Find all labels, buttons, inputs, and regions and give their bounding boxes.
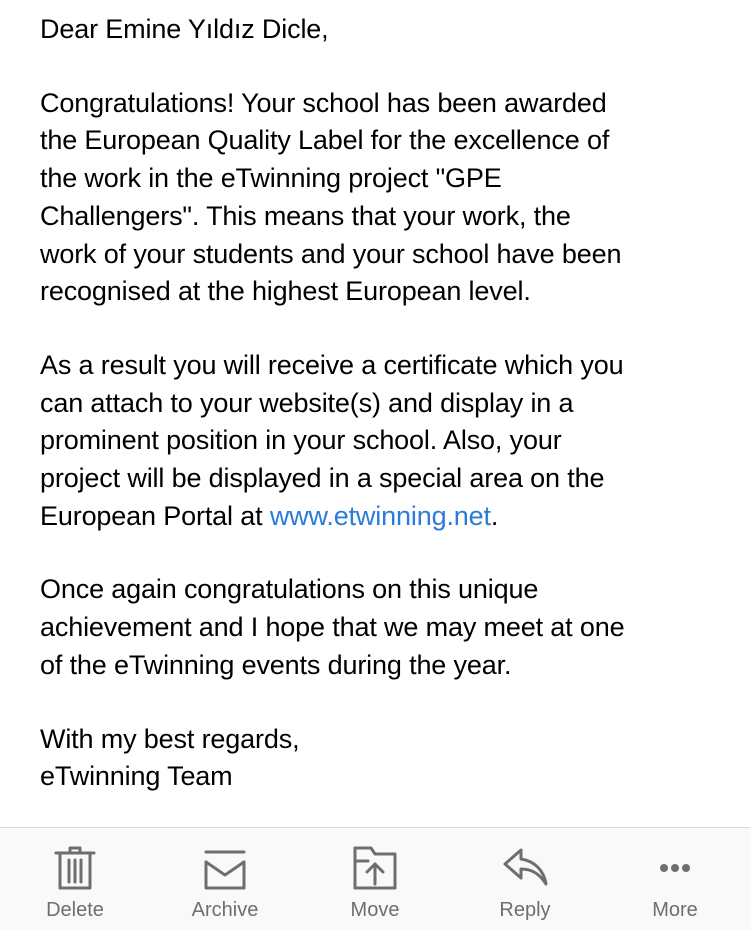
ellipsis-icon — [651, 844, 699, 892]
signature: eTwinning Team — [40, 761, 233, 792]
text-line: Once again congratulations on this unique — [40, 574, 539, 605]
delete-label: Delete — [46, 899, 104, 921]
text-line: the European Quality Label for the excellence of — [40, 125, 610, 156]
text-line: of the eTwinning events during the year. — [40, 649, 512, 680]
more-button[interactable] — [620, 828, 730, 930]
sign-off — [40, 721, 730, 796]
text-line: the work in the eTwinning project "GPE — [40, 163, 502, 194]
archive-box-icon — [201, 844, 249, 892]
move-label: Move — [350, 899, 400, 921]
text-line: Congratulations! Your school has been awarded — [40, 87, 607, 118]
etwinning-link[interactable]: www.etwinning.net — [269, 500, 491, 531]
delete-button[interactable] — [20, 828, 130, 930]
reply-label: Reply — [499, 899, 551, 921]
paragraph-congratulations — [40, 85, 730, 311]
reply-arrow-icon — [501, 844, 549, 892]
text-line: prominent position in your school. Also, your — [40, 425, 562, 456]
paragraph-closing-wish — [40, 571, 730, 684]
text-line: can attach to your website(s) and display in a — [40, 387, 574, 418]
text-suffix: . — [490, 500, 499, 531]
text-line: As a result you will receive a certificate which you — [40, 349, 624, 380]
email-body — [40, 11, 730, 796]
text-line: Challengers". This means that your work, the — [40, 200, 571, 231]
text-line: work of your students and your school have been — [40, 238, 622, 269]
archive-label: Archive — [191, 899, 259, 921]
text-line: project will be displayed in a special area on the — [40, 463, 605, 494]
trash-icon — [51, 844, 99, 892]
greeting — [40, 11, 730, 49]
bottom-toolbar — [0, 827, 750, 930]
text-prefix: European Portal at — [40, 500, 270, 531]
more-label: More — [652, 899, 698, 921]
archive-button[interactable] — [170, 828, 280, 930]
text-line: achievement and I hope that we may meet at one — [40, 612, 625, 643]
text-line: recognised at the highest European level. — [40, 276, 531, 307]
move-button[interactable] — [320, 828, 430, 930]
text-line-with-link — [40, 498, 730, 536]
move-folder-icon — [351, 844, 399, 892]
reply-button[interactable] — [470, 828, 580, 930]
paragraph-certificate — [40, 347, 730, 536]
closing-line: With my best regards, — [40, 723, 300, 754]
greeting-line: Dear Emine Yıldız Dicle, — [40, 14, 329, 44]
